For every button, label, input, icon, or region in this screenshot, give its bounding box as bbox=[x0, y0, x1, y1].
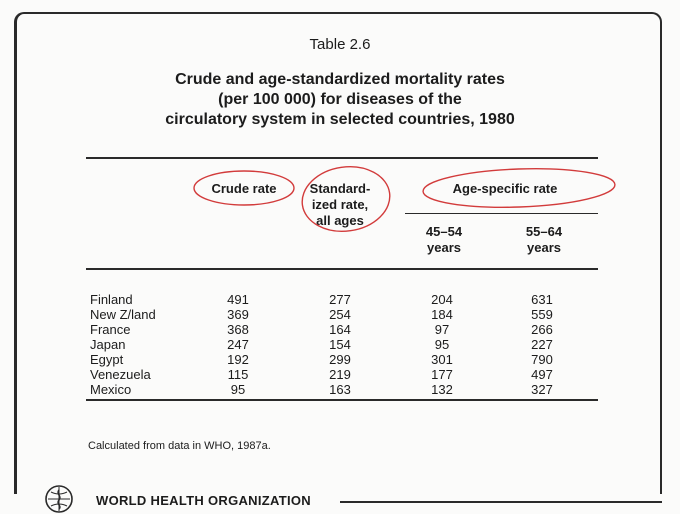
age-45-54-value: 132 bbox=[431, 382, 453, 397]
crude-rate-value: 95 bbox=[230, 382, 246, 397]
table-title bbox=[100, 70, 580, 130]
age-group-rule bbox=[405, 213, 598, 214]
header-bottom-rule bbox=[86, 268, 598, 270]
table-label: Table 2.6 bbox=[309, 36, 371, 53]
header-standardized-rate bbox=[300, 181, 380, 229]
table-title-line-3: circulatory system in selected countries, 1980 bbox=[165, 111, 515, 128]
country-name: Egypt bbox=[90, 352, 124, 367]
age-55-64-value: 327 bbox=[531, 382, 553, 397]
who-emblem-icon bbox=[42, 484, 76, 514]
age-45-54-value: 204 bbox=[431, 292, 453, 307]
age-55-64-value: 631 bbox=[531, 292, 553, 307]
country-name: New Z/land bbox=[90, 307, 156, 322]
header-standardized-line-1: Standard- bbox=[309, 181, 371, 196]
country-name: Japan bbox=[90, 337, 126, 352]
age-55-64-value: 497 bbox=[531, 367, 553, 382]
country-name: Mexico bbox=[90, 382, 132, 397]
standardized-rate-value: 164 bbox=[329, 322, 351, 337]
country-name: France bbox=[90, 322, 131, 337]
table-footnote: Calculated from data in WHO, 1987a. bbox=[88, 440, 271, 452]
age-55-64-value: 559 bbox=[531, 307, 553, 322]
country-name: Venezuela bbox=[90, 367, 151, 382]
organization-name: WORLD HEALTH ORGANIZATION bbox=[96, 493, 311, 508]
crude-rate-value: 368 bbox=[227, 322, 249, 337]
header-age-specific-rate: Age-specific rate bbox=[452, 181, 558, 196]
age-55-64-value: 227 bbox=[531, 337, 553, 352]
age-45-54-value: 184 bbox=[431, 307, 453, 322]
header-age-55-64 bbox=[504, 224, 584, 256]
crude-rate-value: 369 bbox=[227, 307, 249, 322]
header-crude-rate: Crude rate bbox=[211, 181, 277, 196]
standardized-rate-value: 277 bbox=[329, 292, 351, 307]
age-45-54-value: 97 bbox=[434, 322, 450, 337]
standardized-rate-value: 163 bbox=[329, 382, 351, 397]
crude-rate-value: 192 bbox=[227, 352, 249, 367]
table-bottom-rule bbox=[86, 399, 598, 401]
header-age-45-54 bbox=[410, 224, 478, 256]
table-title-line-2: (per 100 000) for diseases of the bbox=[218, 91, 462, 108]
country-name: Finland bbox=[90, 292, 133, 307]
crude-rate-value: 491 bbox=[227, 292, 249, 307]
age-45-54-value: 177 bbox=[431, 367, 453, 382]
standardized-rate-value: 219 bbox=[329, 367, 351, 382]
header-standardized-line-3: all ages bbox=[316, 213, 364, 228]
standardized-rate-value: 299 bbox=[329, 352, 351, 367]
footer-rule bbox=[340, 501, 662, 503]
age-45-54-value: 301 bbox=[431, 352, 453, 367]
header-age-55-64-line-1: 55–64 bbox=[525, 224, 563, 239]
standardized-rate-value: 154 bbox=[329, 337, 351, 352]
crude-rate-value: 247 bbox=[227, 337, 249, 352]
age-55-64-value: 790 bbox=[531, 352, 553, 367]
age-45-54-value: 95 bbox=[434, 337, 450, 352]
standardized-rate-value: 254 bbox=[329, 307, 351, 322]
age-55-64-value: 266 bbox=[531, 322, 553, 337]
header-age-55-64-line-2: years bbox=[527, 240, 561, 255]
table-title-line-1: Crude and age-standardized mortality rates bbox=[175, 71, 505, 88]
header-age-45-54-line-2: years bbox=[427, 240, 461, 255]
table-top-rule bbox=[86, 157, 598, 159]
crude-rate-value: 115 bbox=[227, 367, 249, 382]
header-age-45-54-line-1: 45–54 bbox=[425, 224, 463, 239]
header-standardized-line-2: ized rate, bbox=[311, 197, 369, 212]
